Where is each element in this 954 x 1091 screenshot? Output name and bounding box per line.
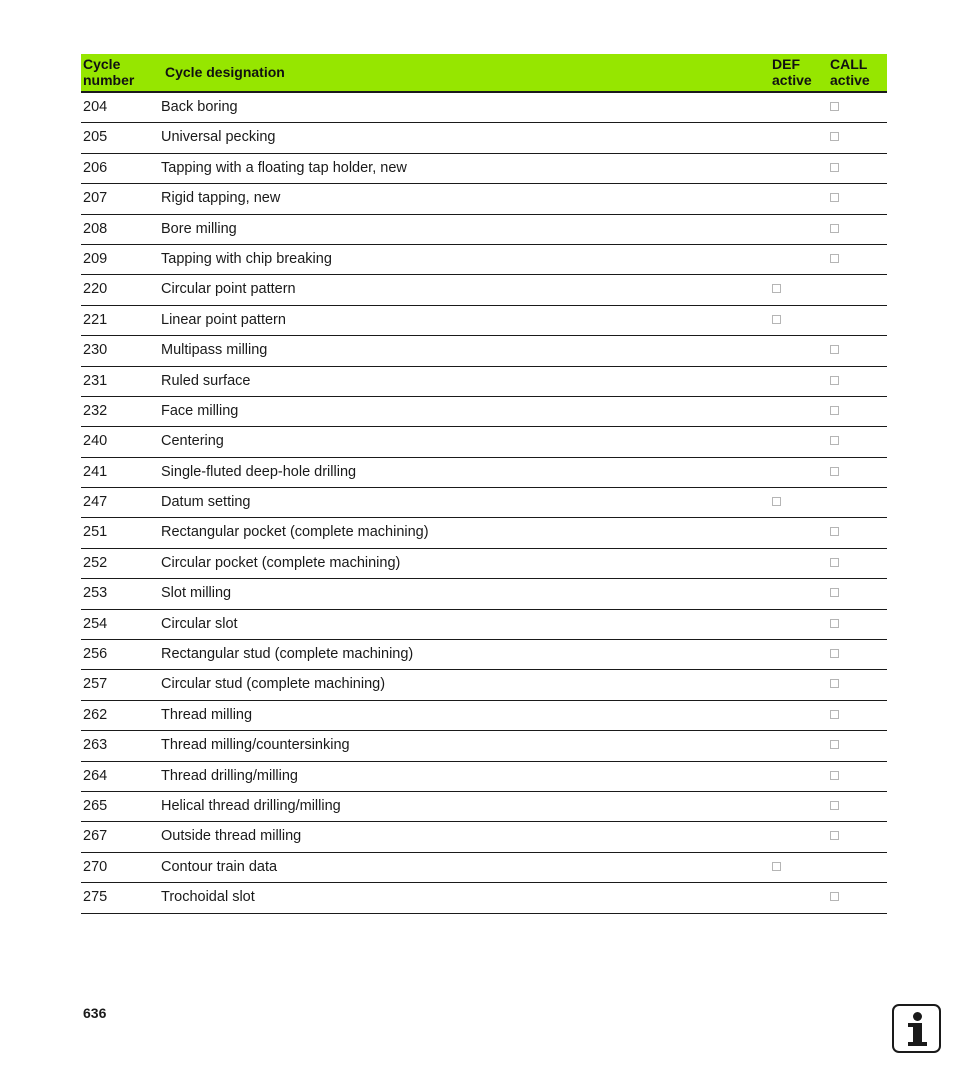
cycle-designation: Contour train data bbox=[161, 858, 278, 875]
call-active-marker-icon bbox=[830, 254, 839, 263]
table-row bbox=[81, 579, 887, 609]
cycle-designation: Circular point pattern bbox=[161, 281, 296, 298]
table-row bbox=[81, 306, 887, 336]
table-row bbox=[81, 458, 887, 488]
cycle-number: 254 bbox=[83, 615, 108, 632]
cycle-number: 209 bbox=[83, 250, 108, 267]
cycle-number: 206 bbox=[83, 159, 108, 176]
cycle-number: 231 bbox=[83, 372, 108, 389]
table-row bbox=[81, 792, 887, 822]
cycle-number: 247 bbox=[83, 494, 108, 511]
cycle-number: 230 bbox=[83, 342, 108, 359]
cycle-table bbox=[81, 54, 887, 914]
call-active-marker-icon bbox=[830, 132, 839, 141]
call-active-marker-icon bbox=[830, 345, 839, 354]
call-active-marker-icon bbox=[830, 619, 839, 628]
call-active-marker-icon bbox=[830, 831, 839, 840]
cycle-number: 253 bbox=[83, 585, 108, 602]
call-active-marker-icon bbox=[830, 588, 839, 597]
table-header bbox=[81, 54, 887, 93]
cycle-number: 221 bbox=[83, 311, 108, 328]
call-active-marker-icon bbox=[830, 376, 839, 385]
cycle-number: 252 bbox=[83, 554, 108, 571]
table-row bbox=[81, 275, 887, 305]
table-row bbox=[81, 883, 887, 913]
cycle-designation: Rigid tapping, new bbox=[161, 190, 281, 207]
page-number: 636 bbox=[83, 1005, 107, 1021]
cycle-designation: Datum setting bbox=[161, 494, 251, 511]
def-active-marker-icon bbox=[772, 315, 781, 324]
call-active-marker-icon bbox=[830, 163, 839, 172]
cycle-number: 241 bbox=[83, 463, 108, 480]
cycle-designation: Multipass milling bbox=[161, 342, 268, 359]
call-active-marker-icon bbox=[830, 892, 839, 901]
table-row bbox=[81, 397, 887, 427]
cycle-number: 240 bbox=[83, 433, 108, 450]
table-row bbox=[81, 154, 887, 184]
cycle-number: 257 bbox=[83, 676, 108, 693]
call-active-marker-icon bbox=[830, 679, 839, 688]
table-row bbox=[81, 701, 887, 731]
cycle-designation: Helical thread drilling/milling bbox=[161, 797, 341, 814]
table-row bbox=[81, 123, 887, 153]
table-row bbox=[81, 853, 887, 883]
cycle-number: 256 bbox=[83, 646, 108, 663]
cycle-designation: Universal pecking bbox=[161, 129, 276, 146]
table-row bbox=[81, 640, 887, 670]
def-active-marker-icon bbox=[772, 862, 781, 871]
cycle-number: 275 bbox=[83, 889, 108, 906]
cycle-designation: Back boring bbox=[161, 99, 238, 115]
header-cycle-number: Cycle number bbox=[83, 56, 135, 88]
cycle-number: 251 bbox=[83, 524, 108, 541]
cycle-designation: Rectangular stud (complete machining) bbox=[161, 646, 414, 663]
call-active-marker-icon bbox=[830, 467, 839, 476]
call-active-marker-icon bbox=[830, 102, 839, 111]
table-row bbox=[81, 427, 887, 457]
def-active-marker-icon bbox=[772, 497, 781, 506]
cycle-number: 220 bbox=[83, 281, 108, 298]
cycle-designation: Rectangular pocket (complete machining) bbox=[161, 524, 429, 541]
call-active-marker-icon bbox=[830, 558, 839, 567]
table-row bbox=[81, 488, 887, 518]
cycle-number: 270 bbox=[83, 858, 108, 875]
header-def-active: DEF active bbox=[772, 56, 812, 88]
call-active-marker-icon bbox=[830, 771, 839, 780]
call-active-marker-icon bbox=[830, 224, 839, 233]
table-row bbox=[81, 93, 887, 123]
table-row bbox=[81, 762, 887, 792]
cycle-designation: Slot milling bbox=[161, 585, 232, 602]
table-body bbox=[81, 93, 887, 914]
info-icon bbox=[892, 1004, 941, 1053]
table-row bbox=[81, 215, 887, 245]
table-row bbox=[81, 670, 887, 700]
call-active-marker-icon bbox=[830, 649, 839, 658]
call-active-marker-icon bbox=[830, 436, 839, 445]
cycle-designation: Tapping with a floating tap holder, new bbox=[161, 159, 407, 176]
cycle-designation: Circular slot bbox=[161, 615, 238, 632]
cycle-designation: Circular stud (complete machining) bbox=[161, 676, 386, 693]
cycle-designation: Trochoidal slot bbox=[161, 889, 255, 906]
table-row bbox=[81, 610, 887, 640]
cycle-designation: Thread milling bbox=[161, 706, 253, 723]
cycle-designation: Outside thread milling bbox=[161, 828, 302, 845]
table-row bbox=[81, 518, 887, 548]
cycle-designation: Face milling bbox=[161, 402, 239, 419]
cycle-number: 265 bbox=[83, 797, 108, 814]
cycle-designation: Thread milling/countersinking bbox=[161, 737, 350, 754]
table-row bbox=[81, 245, 887, 275]
cycle-number: 208 bbox=[83, 220, 108, 237]
cycle-number: 232 bbox=[83, 402, 108, 419]
cycle-number: 204 bbox=[83, 99, 108, 115]
call-active-marker-icon bbox=[830, 710, 839, 719]
cycle-designation: Centering bbox=[161, 433, 224, 450]
cycle-number: 264 bbox=[83, 767, 108, 784]
cycle-number: 205 bbox=[83, 129, 108, 146]
cycle-designation: Thread drilling/milling bbox=[161, 767, 298, 784]
call-active-marker-icon bbox=[830, 801, 839, 810]
cycle-designation: Ruled surface bbox=[161, 372, 251, 389]
cycle-number: 263 bbox=[83, 737, 108, 754]
table-row bbox=[81, 367, 887, 397]
cycle-designation: Linear point pattern bbox=[161, 311, 286, 328]
header-call-active: CALL active bbox=[830, 56, 870, 88]
cycle-designation: Circular pocket (complete machining) bbox=[161, 554, 401, 571]
call-active-marker-icon bbox=[830, 193, 839, 202]
cycle-number: 207 bbox=[83, 190, 108, 207]
table-row bbox=[81, 731, 887, 761]
call-active-marker-icon bbox=[830, 740, 839, 749]
cycle-designation: Bore milling bbox=[161, 220, 237, 237]
call-active-marker-icon bbox=[830, 406, 839, 415]
cycle-designation: Tapping with chip breaking bbox=[161, 250, 332, 267]
def-active-marker-icon bbox=[772, 284, 781, 293]
cycle-number: 267 bbox=[83, 828, 108, 845]
header-cycle-designation: Cycle designation bbox=[165, 64, 285, 80]
table-row bbox=[81, 184, 887, 214]
table-row bbox=[81, 549, 887, 579]
table-row bbox=[81, 822, 887, 852]
cycle-designation: Single-fluted deep-hole drilling bbox=[161, 463, 357, 480]
call-active-marker-icon bbox=[830, 527, 839, 536]
cycle-number: 262 bbox=[83, 706, 108, 723]
table-row bbox=[81, 336, 887, 366]
